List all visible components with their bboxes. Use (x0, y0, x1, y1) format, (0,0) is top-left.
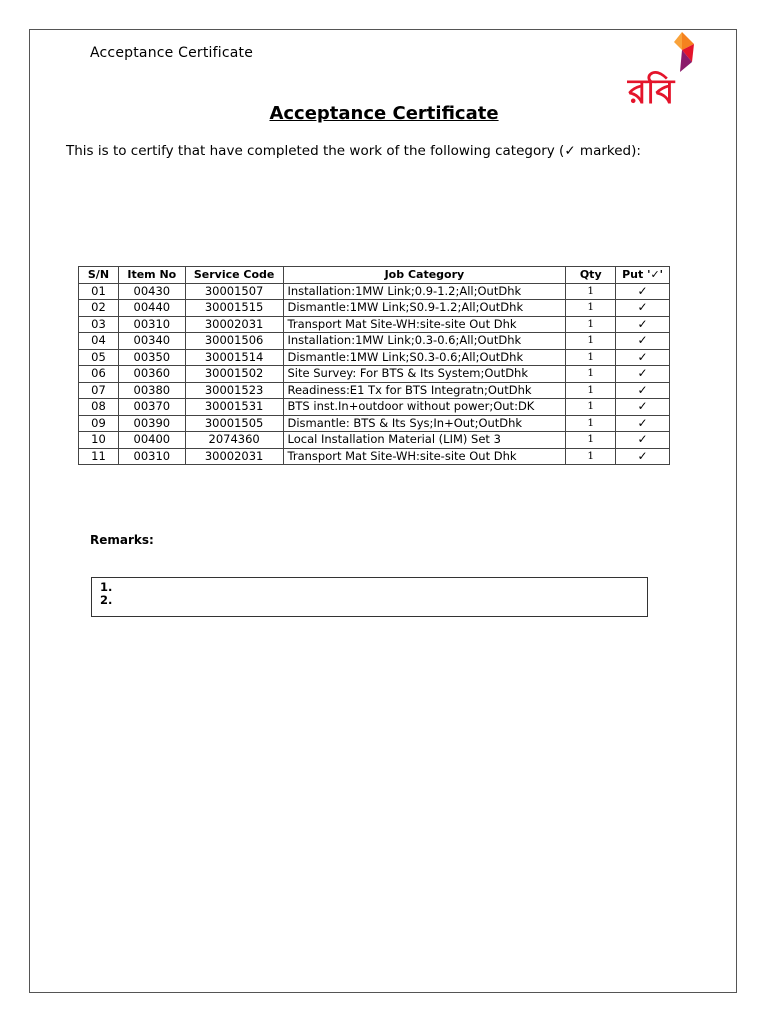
check-mark-icon: ✓ (616, 432, 670, 449)
cell-qty: 1 (566, 432, 616, 449)
table-row (79, 300, 670, 317)
remarks-line-1: 1. (100, 580, 113, 594)
col-header-sn: S/N (79, 267, 119, 284)
cell-sn: 08 (79, 399, 119, 416)
cell-sn: 04 (79, 333, 119, 350)
cell-job-category: Readiness:E1 Tx for BTS Integratn;OutDhk (283, 382, 566, 399)
cell-job-category: Site Survey: For BTS & Its System;OutDhk (283, 366, 566, 383)
cell-service-code: 30001514 (185, 349, 283, 366)
cell-job-category: Transport Mat Site-WH:site-site Out Dhk (283, 448, 566, 465)
header-title: Acceptance Certificate (90, 45, 254, 61)
cell-service-code: 30001515 (185, 300, 283, 317)
col-header-mark: Put '✓' (616, 267, 670, 284)
remarks-box[interactable] (91, 577, 648, 617)
cell-sn: 11 (79, 448, 119, 465)
table-row (79, 399, 670, 416)
page-border (29, 29, 737, 993)
cell-item-no: 00370 (118, 399, 185, 416)
cell-item-no: 00350 (118, 349, 185, 366)
cell-item-no: 00390 (118, 415, 185, 432)
table-row (79, 333, 670, 350)
cell-job-category: Dismantle:1MW Link;S0.9-1.2;All;OutDhk (283, 300, 566, 317)
col-header-qty: Qty (566, 267, 616, 284)
check-mark-icon: ✓ (616, 399, 670, 416)
cell-job-category: Dismantle: BTS & Its Sys;In+Out;OutDhk (283, 415, 566, 432)
cell-sn: 01 (79, 283, 119, 300)
cell-sn: 03 (79, 316, 119, 333)
cell-service-code: 30001523 (185, 382, 283, 399)
cell-job-category: Installation:1MW Link;0.9-1.2;All;OutDhk (283, 283, 566, 300)
cell-service-code: 30001506 (185, 333, 283, 350)
check-mark-icon: ✓ (616, 415, 670, 432)
check-mark-icon: ✓ (616, 300, 670, 317)
cell-service-code: 30001505 (185, 415, 283, 432)
page-title: Acceptance Certificate (269, 103, 499, 124)
cell-qty: 1 (566, 300, 616, 317)
cell-service-code: 30002031 (185, 316, 283, 333)
check-mark-icon: ✓ (616, 349, 670, 366)
cell-service-code: 2074360 (185, 432, 283, 449)
cell-item-no: 00400 (118, 432, 185, 449)
table-header-row (79, 267, 670, 284)
table-row (79, 432, 670, 449)
intro-text: This is to certify that have completed the work of the following category (✓ marked): (66, 143, 641, 159)
cell-item-no: 00380 (118, 382, 185, 399)
cell-service-code: 30001531 (185, 399, 283, 416)
cell-qty: 1 (566, 415, 616, 432)
cell-service-code: 30001502 (185, 366, 283, 383)
cell-sn: 05 (79, 349, 119, 366)
cell-sn: 10 (79, 432, 119, 449)
cell-item-no: 00340 (118, 333, 185, 350)
job-table (78, 266, 670, 465)
table-row (79, 366, 670, 383)
cell-qty: 1 (566, 448, 616, 465)
check-mark-icon: ✓ (616, 448, 670, 465)
cell-qty: 1 (566, 349, 616, 366)
logo-text: রবি (628, 72, 674, 112)
table-row (79, 283, 670, 300)
table-row (79, 316, 670, 333)
table-row (79, 349, 670, 366)
cell-sn: 06 (79, 366, 119, 383)
check-mark-icon: ✓ (616, 333, 670, 350)
col-header-service-code: Service Code (185, 267, 283, 284)
remarks-label: Remarks: (90, 533, 154, 547)
cell-qty: 1 (566, 382, 616, 399)
cell-item-no: 00440 (118, 300, 185, 317)
table-row (79, 415, 670, 432)
col-header-item-no: Item No (118, 267, 185, 284)
cell-item-no: 00430 (118, 283, 185, 300)
cell-job-category: BTS inst.In+outdoor without power;Out:DK (283, 399, 566, 416)
check-mark-icon: ✓ (616, 382, 670, 399)
cell-job-category: Installation:1MW Link;0.3-0.6;All;OutDhk (283, 333, 566, 350)
cell-qty: 1 (566, 333, 616, 350)
cell-item-no: 00310 (118, 448, 185, 465)
cell-item-no: 00360 (118, 366, 185, 383)
table-row (79, 448, 670, 465)
cell-qty: 1 (566, 316, 616, 333)
cell-service-code: 30002031 (185, 448, 283, 465)
cell-qty: 1 (566, 366, 616, 383)
cell-item-no: 00310 (118, 316, 185, 333)
cell-sn: 07 (79, 382, 119, 399)
cell-service-code: 30001507 (185, 283, 283, 300)
cell-job-category: Local Installation Material (LIM) Set 3 (283, 432, 566, 449)
cell-sn: 09 (79, 415, 119, 432)
col-header-job-category: Job Category (283, 267, 566, 284)
cell-qty: 1 (566, 399, 616, 416)
check-mark-icon: ✓ (616, 283, 670, 300)
table-row (79, 382, 670, 399)
cell-job-category: Dismantle:1MW Link;S0.3-0.6;All;OutDhk (283, 349, 566, 366)
cell-sn: 02 (79, 300, 119, 317)
check-mark-icon: ✓ (616, 366, 670, 383)
remarks-line-2: 2. (100, 593, 113, 607)
cell-job-category: Transport Mat Site-WH:site-site Out Dhk (283, 316, 566, 333)
cell-qty: 1 (566, 283, 616, 300)
check-mark-icon: ✓ (616, 316, 670, 333)
